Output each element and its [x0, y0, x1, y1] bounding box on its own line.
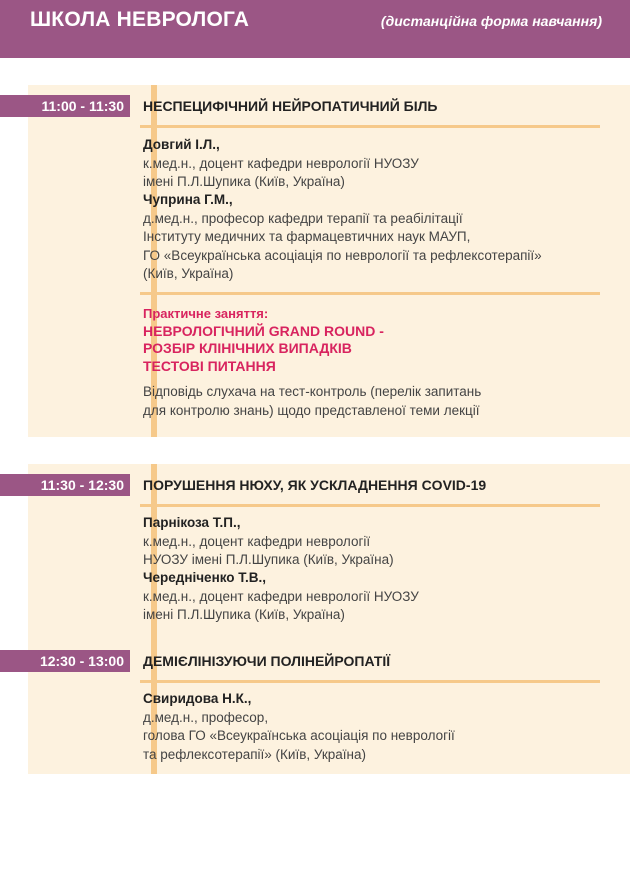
note-line: Відповідь слухача на тест-контроль (перелік запитань — [143, 384, 482, 399]
speaker-detail: голова ГО «Всеукраїнська асоціація по неврології — [143, 728, 455, 743]
practical-line: РОЗБІР КЛІНІЧНИХ ВИПАДКІВ — [143, 340, 352, 356]
practical-label: Практичне заняття: — [143, 306, 269, 321]
practical-line: НЕВРОЛОГІЧНИЙ GRAND ROUND - — [143, 322, 384, 339]
speaker-detail: імені П.Л.Шупика (Київ, Україна) — [143, 174, 345, 189]
divider — [140, 680, 600, 683]
speaker-detail: (Київ, Україна) — [143, 266, 234, 281]
speaker-detail: імені П.Л.Шупика (Київ, Україна) — [143, 607, 345, 622]
session-1-speaker-1 — [143, 136, 419, 192]
page-header — [0, 0, 630, 58]
speaker-detail: к.мед.н., доцент кафедри неврології НУОЗУ — [143, 155, 419, 171]
session-1-title: НЕСПЕЦИФІЧНИЙ НЕЙРОПАТИЧНИЙ БІЛЬ — [143, 98, 438, 114]
practical-line: ТЕСТОВІ ПИТАННЯ — [143, 357, 276, 374]
speaker-detail: д.мед.н., професор кафедри терапії та реабілітації — [143, 210, 463, 226]
practical-note — [143, 383, 481, 420]
speaker-name: Свиридова Н.К., — [143, 691, 252, 706]
speaker-name: Чередніченко Т.В., — [143, 570, 267, 585]
divider — [140, 292, 600, 295]
session-1-speaker-2 — [143, 191, 542, 284]
speaker-detail: д.мед.н., професор, — [143, 709, 269, 725]
speaker-detail: к.мед.н., доцент кафедри неврології НУОЗУ — [143, 588, 419, 604]
session-2-title: ПОРУШЕННЯ НЮХУ, ЯК УСКЛАДНЕННЯ COVID-19 — [143, 477, 487, 493]
practical-session — [143, 305, 384, 375]
session-3-time: 12:30 - 13:00 — [0, 650, 130, 672]
session-3-title: ДЕМІЄЛІНІЗУЮЧИ ПОЛІНЕЙРОПАТІЇ — [143, 653, 391, 669]
session-3-speaker-1 — [143, 690, 455, 764]
session-1-time: 11:00 - 11:30 — [0, 95, 130, 117]
speaker-detail: к.мед.н., доцент кафедри неврології — [143, 533, 371, 549]
divider — [140, 504, 600, 507]
session-2-speaker-1 — [143, 514, 394, 570]
speaker-name: Чуприна Г.М., — [143, 192, 233, 207]
speaker-detail: та рефлексотерапії» (Київ, Україна) — [143, 746, 366, 762]
speaker-detail: Інституту медичних та фармацевтичних наук МАУП, — [143, 229, 471, 244]
session-2-time: 11:30 - 12:30 — [0, 474, 130, 496]
divider — [140, 125, 600, 128]
speaker-detail: НУОЗУ імені П.Л.Шупика (Київ, Україна) — [143, 552, 394, 567]
speaker-name: Довгий І.Л., — [143, 137, 220, 152]
page-title: ШКОЛА НЕВРОЛОГА — [30, 8, 250, 31]
page-subtitle: (дистанційна форма навчання) — [380, 13, 602, 29]
session-2-speaker-2 — [143, 569, 419, 625]
speaker-detail: ГО «Всеукраїнська асоціація по неврології та рефлексотерапії» — [143, 247, 542, 263]
speaker-name: Парнікоза Т.П., — [143, 515, 241, 530]
note-line: для контролю знань) щодо представленої теми лекції — [143, 402, 480, 418]
